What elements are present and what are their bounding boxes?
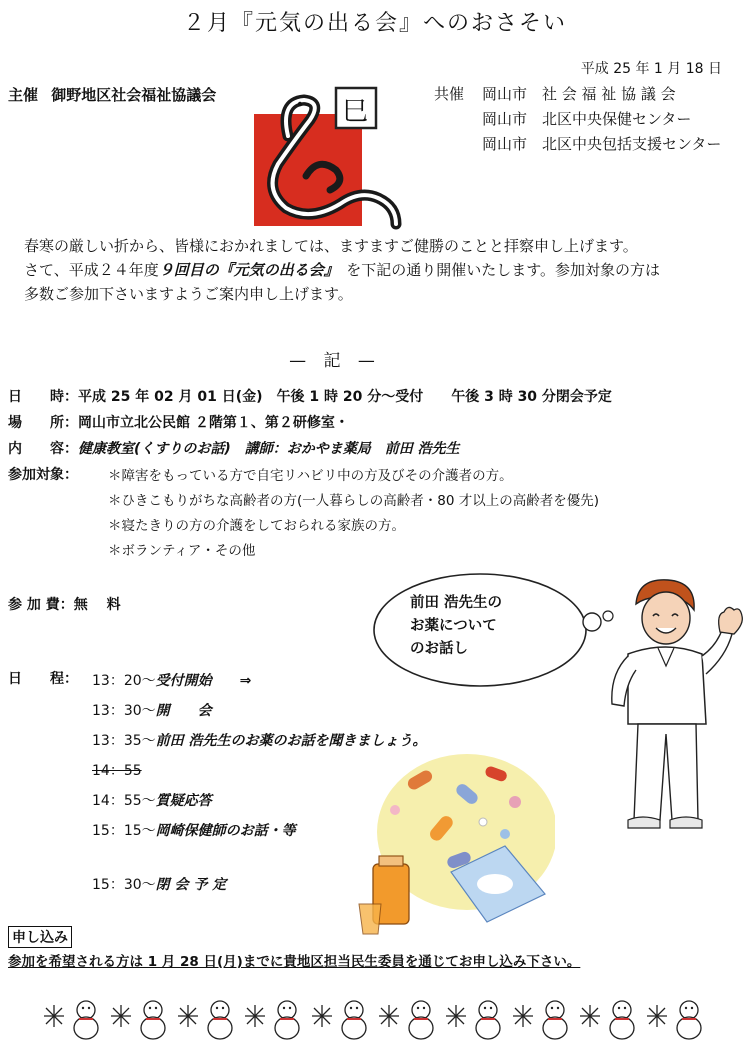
detail-fee: 参 加 費：無 料: [8, 597, 121, 613]
pharmacist-illustration: [598, 574, 748, 834]
snowflake-icon: [379, 1005, 399, 1027]
cosponsor-city: 岡山市: [482, 85, 528, 103]
snowman-icon: [610, 1001, 634, 1039]
schedule-item: 14：55～質疑応答: [92, 793, 212, 809]
cosponsor-city: 岡山市: [482, 135, 528, 153]
snowman-icon: [275, 1001, 299, 1039]
application-label: 申し込み: [8, 926, 72, 948]
snowman-icon: [141, 1001, 165, 1039]
cosponsor-city: 岡山市: [482, 110, 528, 128]
schedule-item: 13：35～前田 浩先生のお薬のお話を聞きましょう。: [92, 733, 427, 749]
snowflake-icon: [446, 1005, 466, 1027]
schedule-item: 13：30～開 会: [92, 703, 212, 719]
organizer-label: 主催: [8, 86, 39, 104]
cosponsor-label: 共催: [434, 85, 465, 103]
snowflake-icon: [312, 1005, 332, 1027]
snowman-icon: [543, 1001, 567, 1039]
snowflake-icon: [245, 1005, 265, 1027]
event-emphasis: ９回目の『元気の出る会』: [158, 261, 332, 279]
schedule-item: 14：55: [92, 763, 142, 779]
list-item: ＊障害をもっている方で自宅リハビリ中の方及びその介護者の方。: [108, 468, 513, 484]
greeting-line: さて、平成２４年度９回目の『元気の出る会』 を下記の通り開催いたします。参加対象の方は: [24, 261, 661, 279]
snowman-icon: [677, 1001, 701, 1039]
medicine-illustration: [355, 752, 555, 942]
list-item: ＊ひきこもりがちな高齢者の方(一人暮らしの高齢者・80 才以上の高齢者を優先): [108, 493, 600, 509]
detail-content: 内 容：健康教室(くすりのお話) 講師：おかやま薬局 前田 浩先生: [8, 441, 460, 457]
snowflake-icon: [178, 1005, 198, 1027]
snowman-border: [36, 992, 716, 1044]
snowman-icon: [342, 1001, 366, 1039]
list-item: ＊寝たきりの方の介護をしておられる家族の方。: [108, 518, 405, 534]
detail-place: 場 所：岡山市立北公民館 ２階第１、第２研修室・: [8, 415, 349, 431]
greeting-line: 多数ご参加下さいますようご案内申し上げます。: [24, 285, 353, 303]
organizer: [8, 84, 216, 105]
detail-datetime: 日 時：平成 25 年 02 月 01 日(金) 午後 1 時 20 分～受付 午後 3 時 30 分閉会予定: [8, 389, 612, 405]
ki-heading: — 記 —: [289, 351, 381, 371]
cosponsor-org: 北区中央保健センター: [542, 110, 692, 128]
snowman-icon: [74, 1001, 98, 1039]
snowflake-icon: [44, 1005, 64, 1027]
greeting: [24, 234, 740, 306]
snowman-icon: [409, 1001, 433, 1039]
schedule-item: 15：15～岡崎保健師のお話・等: [92, 823, 296, 839]
target-list: [108, 464, 599, 564]
schedule-label: 日 程：: [8, 671, 78, 687]
organizer-name: 御野地区社会福祉協議会: [51, 86, 217, 104]
schedule-item: 13：20～受付開始 ⇒: [92, 673, 252, 689]
snowflake-icon: [111, 1005, 131, 1027]
list-item: ＊ボランティア・その他: [108, 543, 256, 559]
schedule-item: 15：30～閉 会 予 定: [92, 877, 227, 893]
stamp-character: 巳: [342, 97, 369, 127]
detail-target-label: 参加対象：: [8, 467, 78, 483]
bubble-text: 前田 浩先生の お薬について のお話し: [410, 595, 503, 657]
snowman-icon: [208, 1001, 232, 1039]
snowflake-icon: [647, 1005, 667, 1027]
cosponsor-org: 北区中央包括支援センター: [542, 135, 722, 153]
cosponsor-org: 社 会 福 祉 協 議 会: [542, 85, 676, 103]
cosponsors: [434, 82, 721, 157]
application-text: 参加を希望される方は 1 月 28 日(月)までに貴地区担当民生委員を通じてお申し込み下さい。: [8, 954, 581, 970]
snake-stamp-illustration: [250, 86, 410, 236]
snowflake-icon: [580, 1005, 600, 1027]
snowman-icon: [476, 1001, 500, 1039]
snowflake-icon: [513, 1005, 533, 1027]
issue-date: 平成 25 年 1 月 18 日: [580, 61, 722, 77]
greeting-line: 春寒の厳しい折から、皆様におかれましては、ますますご健勝のことと拝察申し上げます。: [24, 237, 638, 255]
page-title: ２月『元気の出る会』へのおさそい: [182, 11, 567, 36]
